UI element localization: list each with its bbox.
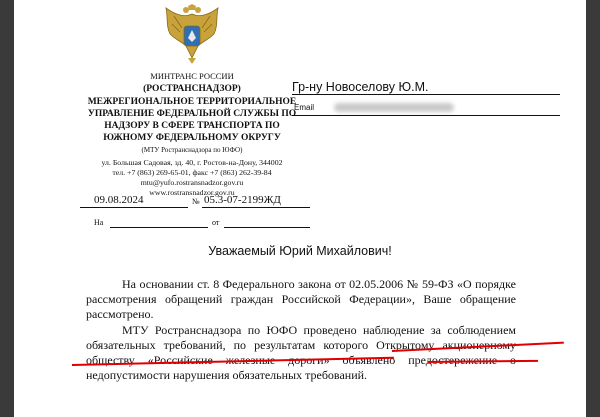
- number-underline: [202, 207, 310, 208]
- number-label: №: [192, 197, 200, 206]
- date-underline: [80, 207, 188, 208]
- org-abbreviation: (МТУ Ространснадзора по ЮФО): [141, 146, 243, 154]
- recipient-email-underline: [292, 115, 560, 116]
- letter-body: [86, 277, 516, 383]
- org-line-3: НАДЗОРУ В СФЕРЕ ТРАНСПОРТА ПО: [104, 121, 280, 131]
- letter-paragraph-1: На основании ст. 8 Федерального закона от 02.05.2006 № 59-ФЗ «О порядке рассмотрения обращений граждан Российской Федерации», Ваше обращение рассмотрено.: [86, 277, 516, 322]
- letter-greeting: Уважаемый Юрий Михайлович!: [208, 244, 392, 258]
- redacted-email: [334, 103, 454, 112]
- letter-paragraph-2: МТУ Ространснадзора по ЮФО проведено наблюдение за соблюдением обязательных требований, по результатам которого Открытому акционерному обществу «Российские железные дороги» объявлено предостережение о недопустимости нарушения обязательных требований.: [86, 322, 516, 383]
- registration-number: 05.3-07-2199ЖД: [204, 194, 281, 206]
- org-line-1: МЕЖРЕГИОНАЛЬНОЕ ТЕРРИТОРИАЛЬНОЕ: [87, 97, 297, 107]
- org-line-4: ЮЖНОМУ ФЕДЕРАЛЬНОМУ ОКРУГУ: [103, 133, 281, 143]
- recipient-name: Гр-ну Новоселову Ю.М.: [292, 80, 429, 94]
- letter-page: [14, 0, 586, 417]
- recipient-name-underline: [292, 94, 560, 95]
- recipient-email-label: Email: [294, 103, 315, 112]
- address-phone: тел. +7 (863) 269-65-01, факс +7 (863) 262-39-84: [112, 168, 272, 177]
- address-street: ул. Большая Садовая, зд. 40, г. Ростов-на-Дону, 344002: [101, 158, 283, 167]
- reference-from-label: от: [212, 218, 220, 227]
- reference-date-underline: [224, 227, 310, 228]
- address-website: www.rostransnadzor.gov.ru: [149, 188, 235, 197]
- reference-label: На: [94, 218, 104, 227]
- ministry-name: МИНТРАНС РОССИИ: [150, 71, 234, 81]
- address-block: [84, 158, 300, 198]
- registration-date: 09.08.2024: [94, 194, 144, 206]
- double-headed-eagle-emblem-icon: [162, 4, 222, 66]
- reference-number-underline: [110, 227, 208, 228]
- address-email: mtu@yufo.rostransnadzor.gov.ru: [140, 178, 244, 187]
- org-line-2: УПРАВЛЕНИЕ ФЕДЕРАЛЬНОЙ СЛУЖБЫ ПО: [87, 109, 297, 119]
- agency-name: (РОСТРАНСНАДЗОР): [143, 84, 241, 94]
